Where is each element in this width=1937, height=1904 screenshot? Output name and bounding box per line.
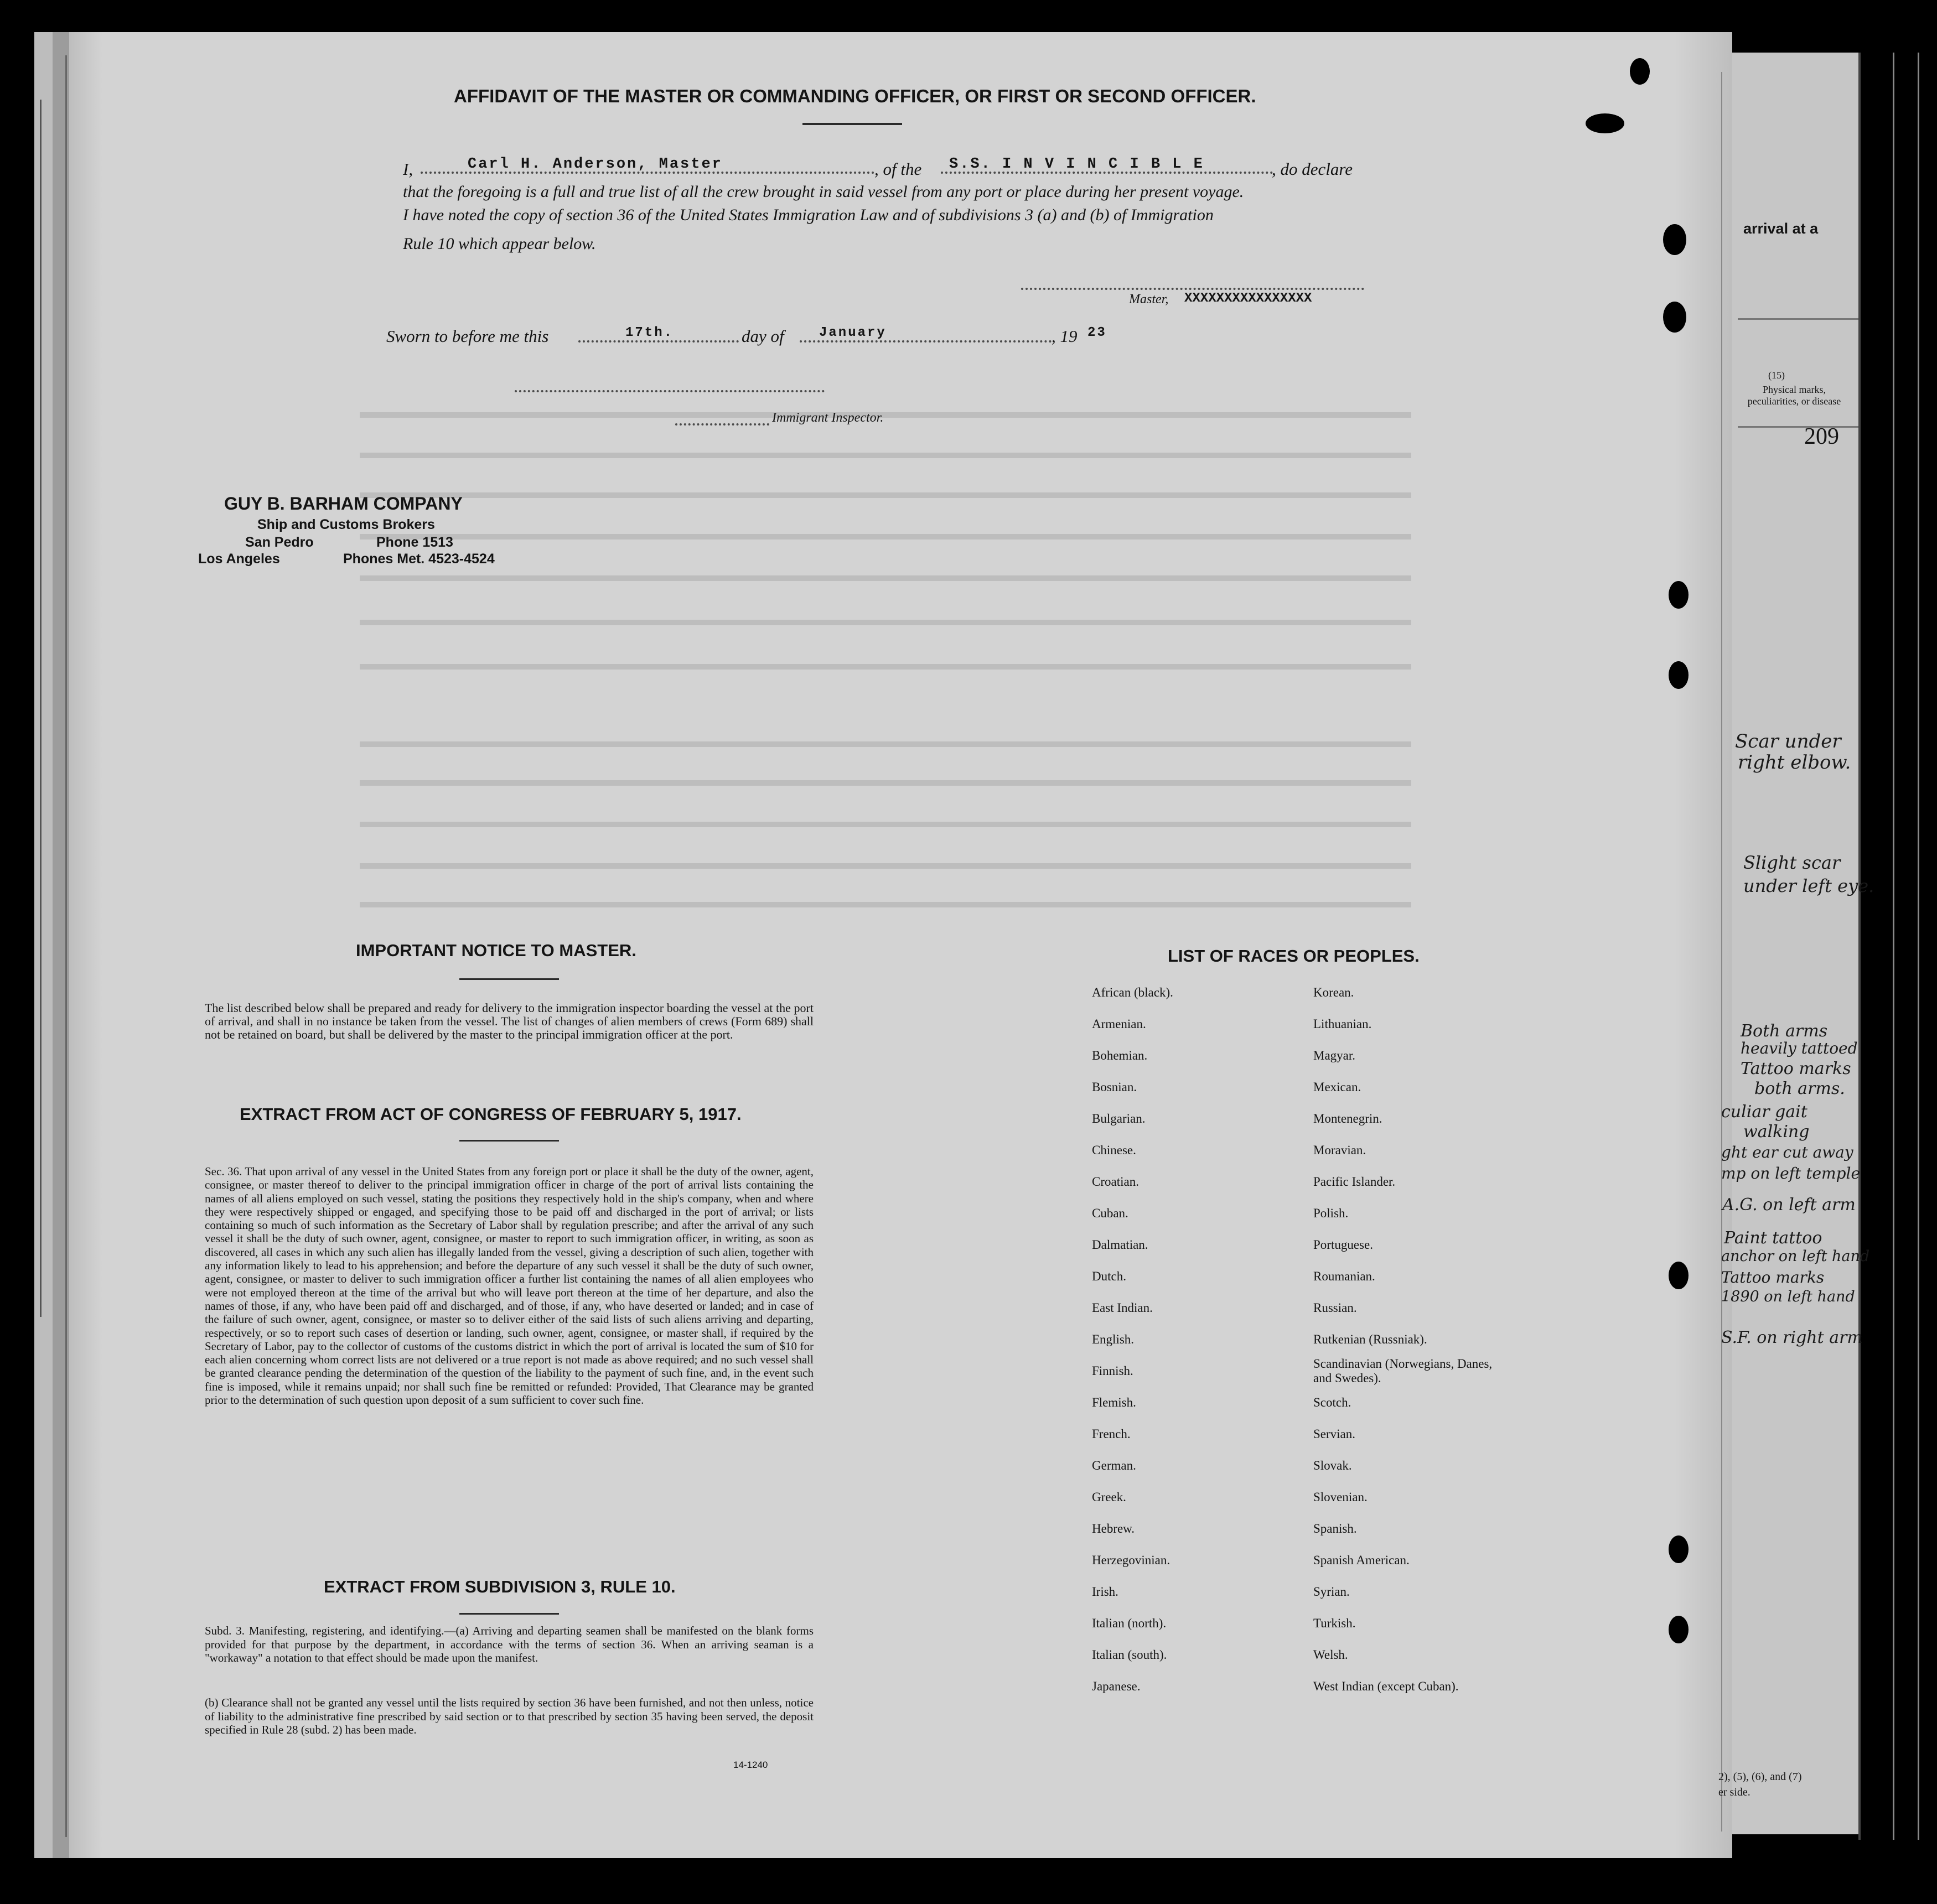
underpage-header: arrival at a: [1743, 220, 1819, 237]
race-item: Montenegrin.: [1313, 1112, 1382, 1125]
day-of-label: day of: [742, 326, 784, 346]
broker-city-2: Los Angeles: [198, 551, 280, 567]
subdivision-b: (b) Clearance shall not be granted any vessel until the lists required by section 36 have been furnished, and not then unless, notice of liability to the administrative fine prescribed by said section or to that prescribed by section 35 having been served, the deposit specified in Rule 28 (subd. 2) has been made.: [205, 1696, 814, 1736]
master-name: Carl H. Anderson, Master: [468, 156, 723, 173]
binder-hole: [1669, 1262, 1689, 1289]
affidavit-page: [69, 32, 1732, 1858]
sworn-month: January: [819, 325, 887, 340]
race-item: Portuguese.: [1313, 1238, 1373, 1252]
of-the-label: , of the: [874, 159, 922, 179]
broker-city-1: San Pedro: [245, 535, 314, 550]
sworn-prefix: Sworn to before me this: [386, 326, 549, 346]
master-signature-label: Master,: [1129, 292, 1169, 307]
race-item: Servian.: [1313, 1427, 1356, 1441]
race-item: Roumanian.: [1313, 1269, 1375, 1283]
handwritten-note: Both arms: [1741, 1021, 1828, 1041]
extract-act-underline: [459, 1140, 559, 1142]
race-item: Croatian.: [1092, 1175, 1139, 1189]
race-item: Spanish.: [1313, 1522, 1357, 1535]
inspector-seal-line: [515, 390, 825, 392]
race-item: Turkish.: [1313, 1616, 1356, 1630]
race-item: West Indian (except Cuban).: [1313, 1679, 1459, 1693]
form-number: 14-1240: [733, 1760, 768, 1770]
handwritten-note: walking: [1743, 1122, 1810, 1142]
handwritten-note: S.F. on right arm: [1721, 1328, 1863, 1347]
race-item: Finnish.: [1092, 1364, 1133, 1378]
race-item: Slovenian.: [1313, 1490, 1368, 1504]
inspector-signature-line: [675, 423, 769, 426]
handwritten-note: both arms.: [1754, 1079, 1845, 1098]
binder-hole: [1663, 302, 1686, 333]
race-item: Chinese.: [1092, 1143, 1136, 1157]
broker-subtitle: Ship and Customs Brokers: [257, 517, 435, 532]
race-item: Cuban.: [1092, 1206, 1128, 1220]
race-item: Hebrew.: [1092, 1522, 1135, 1535]
race-item: Bulgarian.: [1092, 1112, 1146, 1125]
race-item: Irish.: [1092, 1585, 1118, 1599]
underpage-header-rule: [1738, 318, 1858, 320]
handwritten-note: mp on left temple: [1721, 1164, 1861, 1182]
race-item: Magyar.: [1313, 1049, 1356, 1062]
handwritten-note: Tattoo marks: [1741, 1059, 1851, 1078]
affidavit-title: AFFIDAVIT OF THE MASTER OR COMMANDING OFFICER, OR FIRST OR SECOND OFFICER.: [454, 86, 1256, 106]
broker-phone-2: Phones Met. 4523-4524: [343, 551, 495, 567]
race-item: African (black).: [1092, 985, 1173, 999]
handwritten-note: right elbow.: [1738, 751, 1851, 774]
extract-act-body: Sec. 36. That upon arrival of any vessel in the United States from any foreign port or place it shall be the duty of the owner, agent, consignee, or master thereof to deliver to the principal immigration officer in charge of the port of arrival lists containing the names of all aliens employed on such vessel, stating the positions they respectively hold in the ship's company, when and where they were respectively shipped or engaged, and specifying those to be paid off and discharged in the port of arrival; or lists containing so much of such information as the Secretary of Labor shall by regulation prescribe; and after the arrival of any such vessel it shall be the duty of such owner, agent, consignee, or master to report to such immigration officer, in writing, as soon as discovered, all cases in which any such alien has illegally landed from the vessel, giving a description of such alien, together with any information likely to lead to his apprehension; and before the departure of any such vessel it shall be the duty of such owner, agent, consignee, or master to deliver to such immigration officer a further list containing the names of all alien employees who were not employed thereon at the time of the arrival but who will leave port thereon at the time of her departure, and also the names of those, if any, who have been paid off and discharged, and of those, if any, who have deserted or landed; and in case of the failure of such owner, agent, consignee, or master so to deliver either of the said lists of such aliens arriving and departing, respectively, or so to report such cases of desertion or landing, such owner, agent, consignee, or master shall, if required by the Secretary of Labor, pay to the collector of customs of the customs district in which the port of arrival is located the sum of $10 for each alien concerning whom correct lists are not delivered or a true report is not made as above required; and no such vessel shall be granted clearance pending the determination of the question of the liability to the payment of such fine, and, in the event such fine is imposed, while it remains unpaid; nor shall such fine be remitted or refunded: Provided, That Clearance may be granted prior to the determination of such question upon deposit of a sum sufficient to cover such fine.: [205, 1165, 814, 1407]
margin-rule: [40, 100, 42, 1317]
binder-hole: [1669, 581, 1689, 609]
extract-act-title: EXTRACT FROM ACT OF CONGRESS OF FEBRUARY 5, 1917.: [240, 1104, 742, 1124]
sworn-month-line: [800, 340, 1052, 343]
underpage-edge: [1858, 53, 1861, 1840]
underpage-header-rule: [1738, 426, 1858, 428]
do-declare-label: , do declare: [1272, 159, 1353, 179]
handwritten-note: 1890 on left hand: [1721, 1288, 1855, 1305]
race-item: Bohemian.: [1092, 1049, 1148, 1062]
broker-name: GUY B. BARHAM COMPANY: [224, 494, 463, 513]
underpage-footer-2: er side.: [1718, 1786, 1750, 1798]
handwritten-note: anchor on left hand: [1721, 1248, 1870, 1265]
extract-rule-underline: [459, 1613, 559, 1615]
affidavit-line-4: Rule 10 which appear below.: [403, 235, 596, 253]
notice-body: The list described below shall be prepared and ready for delivery to the immigration inspector boarding the vessel at the port of arrival, and shall in no instance be taken from the vessel. The list of changes of alien members of crews (Form 689) shall not be retained on board, but shall be delivered by the master to the principal immigration officer at the port.: [205, 1001, 814, 1041]
handwritten-note: heavily tattoed: [1741, 1039, 1858, 1057]
subdivision-a: Subd. 3. Manifesting, registering, and identifying.—(a) Arriving and departing seamen shall be manifested on the blank forms provided for that purpose by the department, in accordance with the terms of section 36. When an arriving seaman is a "workaway" a notation to that effect should be made upon the manifest.: [205, 1624, 814, 1664]
handwritten-note: A.G. on left arm: [1722, 1195, 1856, 1215]
binder-hole: [1669, 1616, 1689, 1643]
race-item: Dutch.: [1092, 1269, 1126, 1283]
title-underline: [802, 123, 902, 125]
race-item: Flemish.: [1092, 1395, 1136, 1409]
race-item: Herzegovinian.: [1092, 1553, 1171, 1567]
struck-out-title: XXXXXXXXXXXXXXXX: [1184, 291, 1312, 306]
race-item: German.: [1092, 1459, 1136, 1472]
binder-hole: [1630, 58, 1650, 85]
race-item: Polish.: [1313, 1206, 1349, 1220]
vessel-name: S.S. I N V I N C I B L E: [949, 156, 1204, 173]
page-number: 209: [1804, 424, 1839, 449]
handwritten-note: culiar gait: [1721, 1102, 1807, 1122]
underpage-column-rule: [1893, 53, 1894, 1840]
race-item: English.: [1092, 1332, 1135, 1346]
race-item: Welsh.: [1313, 1648, 1348, 1662]
race-item: Pacific Islander.: [1313, 1175, 1396, 1189]
sworn-day: 17th.: [625, 325, 674, 340]
handwritten-note: Paint tattoo: [1724, 1228, 1822, 1248]
race-item: Russian.: [1313, 1301, 1357, 1315]
handwritten-note: ght ear cut away: [1721, 1143, 1853, 1161]
race-item: Bosnian.: [1092, 1080, 1137, 1094]
column-header: Physical marks, peculiarities, or disease: [1747, 384, 1841, 407]
underpage-column-rule: [1721, 72, 1722, 1832]
broker-phone-1: Phone 1513: [376, 535, 453, 550]
binder-hole: [1586, 113, 1624, 133]
race-item: Japanese.: [1092, 1679, 1141, 1693]
race-item: Scotch.: [1313, 1395, 1351, 1409]
handwritten-note: Slight scar: [1743, 852, 1841, 873]
handwritten-note: under left eye.: [1743, 875, 1874, 896]
race-item: French.: [1092, 1427, 1131, 1441]
binder-hole: [1663, 224, 1686, 255]
sworn-day-line: [578, 340, 739, 343]
race-item: Rutkenian (Russniak).: [1313, 1332, 1427, 1346]
column-number: (15): [1768, 370, 1785, 381]
race-item: Mexican.: [1313, 1080, 1361, 1094]
year-suffix: 23: [1087, 325, 1107, 340]
year-prefix: , 19: [1052, 326, 1078, 346]
inspector-label: Immigrant Inspector.: [772, 411, 884, 425]
race-item: Spanish American.: [1313, 1553, 1410, 1567]
affidavit-line-3: I have noted the copy of section 36 of the United States Immigration Law and of subdivisions 3 (a) and (b) of Immigration: [403, 206, 1214, 224]
notice-title: IMPORTANT NOTICE TO MASTER.: [356, 941, 636, 960]
race-item: Slovak.: [1313, 1459, 1352, 1472]
race-item: Armenian.: [1092, 1017, 1146, 1031]
race-item: Greek.: [1092, 1490, 1126, 1504]
margin-rule: [65, 55, 67, 1837]
underpage-footer-1: 2), (5), (6), and (7): [1718, 1771, 1802, 1783]
handwritten-note: Tattoo marks: [1721, 1268, 1825, 1286]
extract-rule-title: EXTRACT FROM SUBDIVISION 3, RULE 10.: [324, 1577, 676, 1596]
race-item: Scandinavian (Norwegians, Danes, and Swedes).: [1313, 1357, 1493, 1385]
race-item: Italian (north).: [1092, 1616, 1167, 1630]
binder-hole: [1669, 1535, 1689, 1563]
affidavit-line-2: that the foregoing is a full and true list of all the crew brought in said vessel from any port or place during her present voyage.: [403, 183, 1244, 201]
master-signature-line: [1021, 288, 1364, 290]
race-item: Dalmatian.: [1092, 1238, 1148, 1252]
race-item: Syrian.: [1313, 1585, 1350, 1599]
races-title: LIST OF RACES OR PEOPLES.: [1168, 946, 1420, 966]
race-item: Italian (south).: [1092, 1648, 1167, 1662]
notice-underline: [459, 978, 559, 980]
handwritten-note: Scar under: [1735, 730, 1841, 753]
race-item: Lithuanian.: [1313, 1017, 1372, 1031]
affidavit-i-label: I,: [403, 159, 413, 179]
race-item: Moravian.: [1313, 1143, 1366, 1157]
binder-hole: [1669, 661, 1689, 689]
race-item: East Indian.: [1092, 1301, 1153, 1315]
underpage-column-rule: [1918, 53, 1919, 1840]
race-item: Korean.: [1313, 985, 1354, 999]
